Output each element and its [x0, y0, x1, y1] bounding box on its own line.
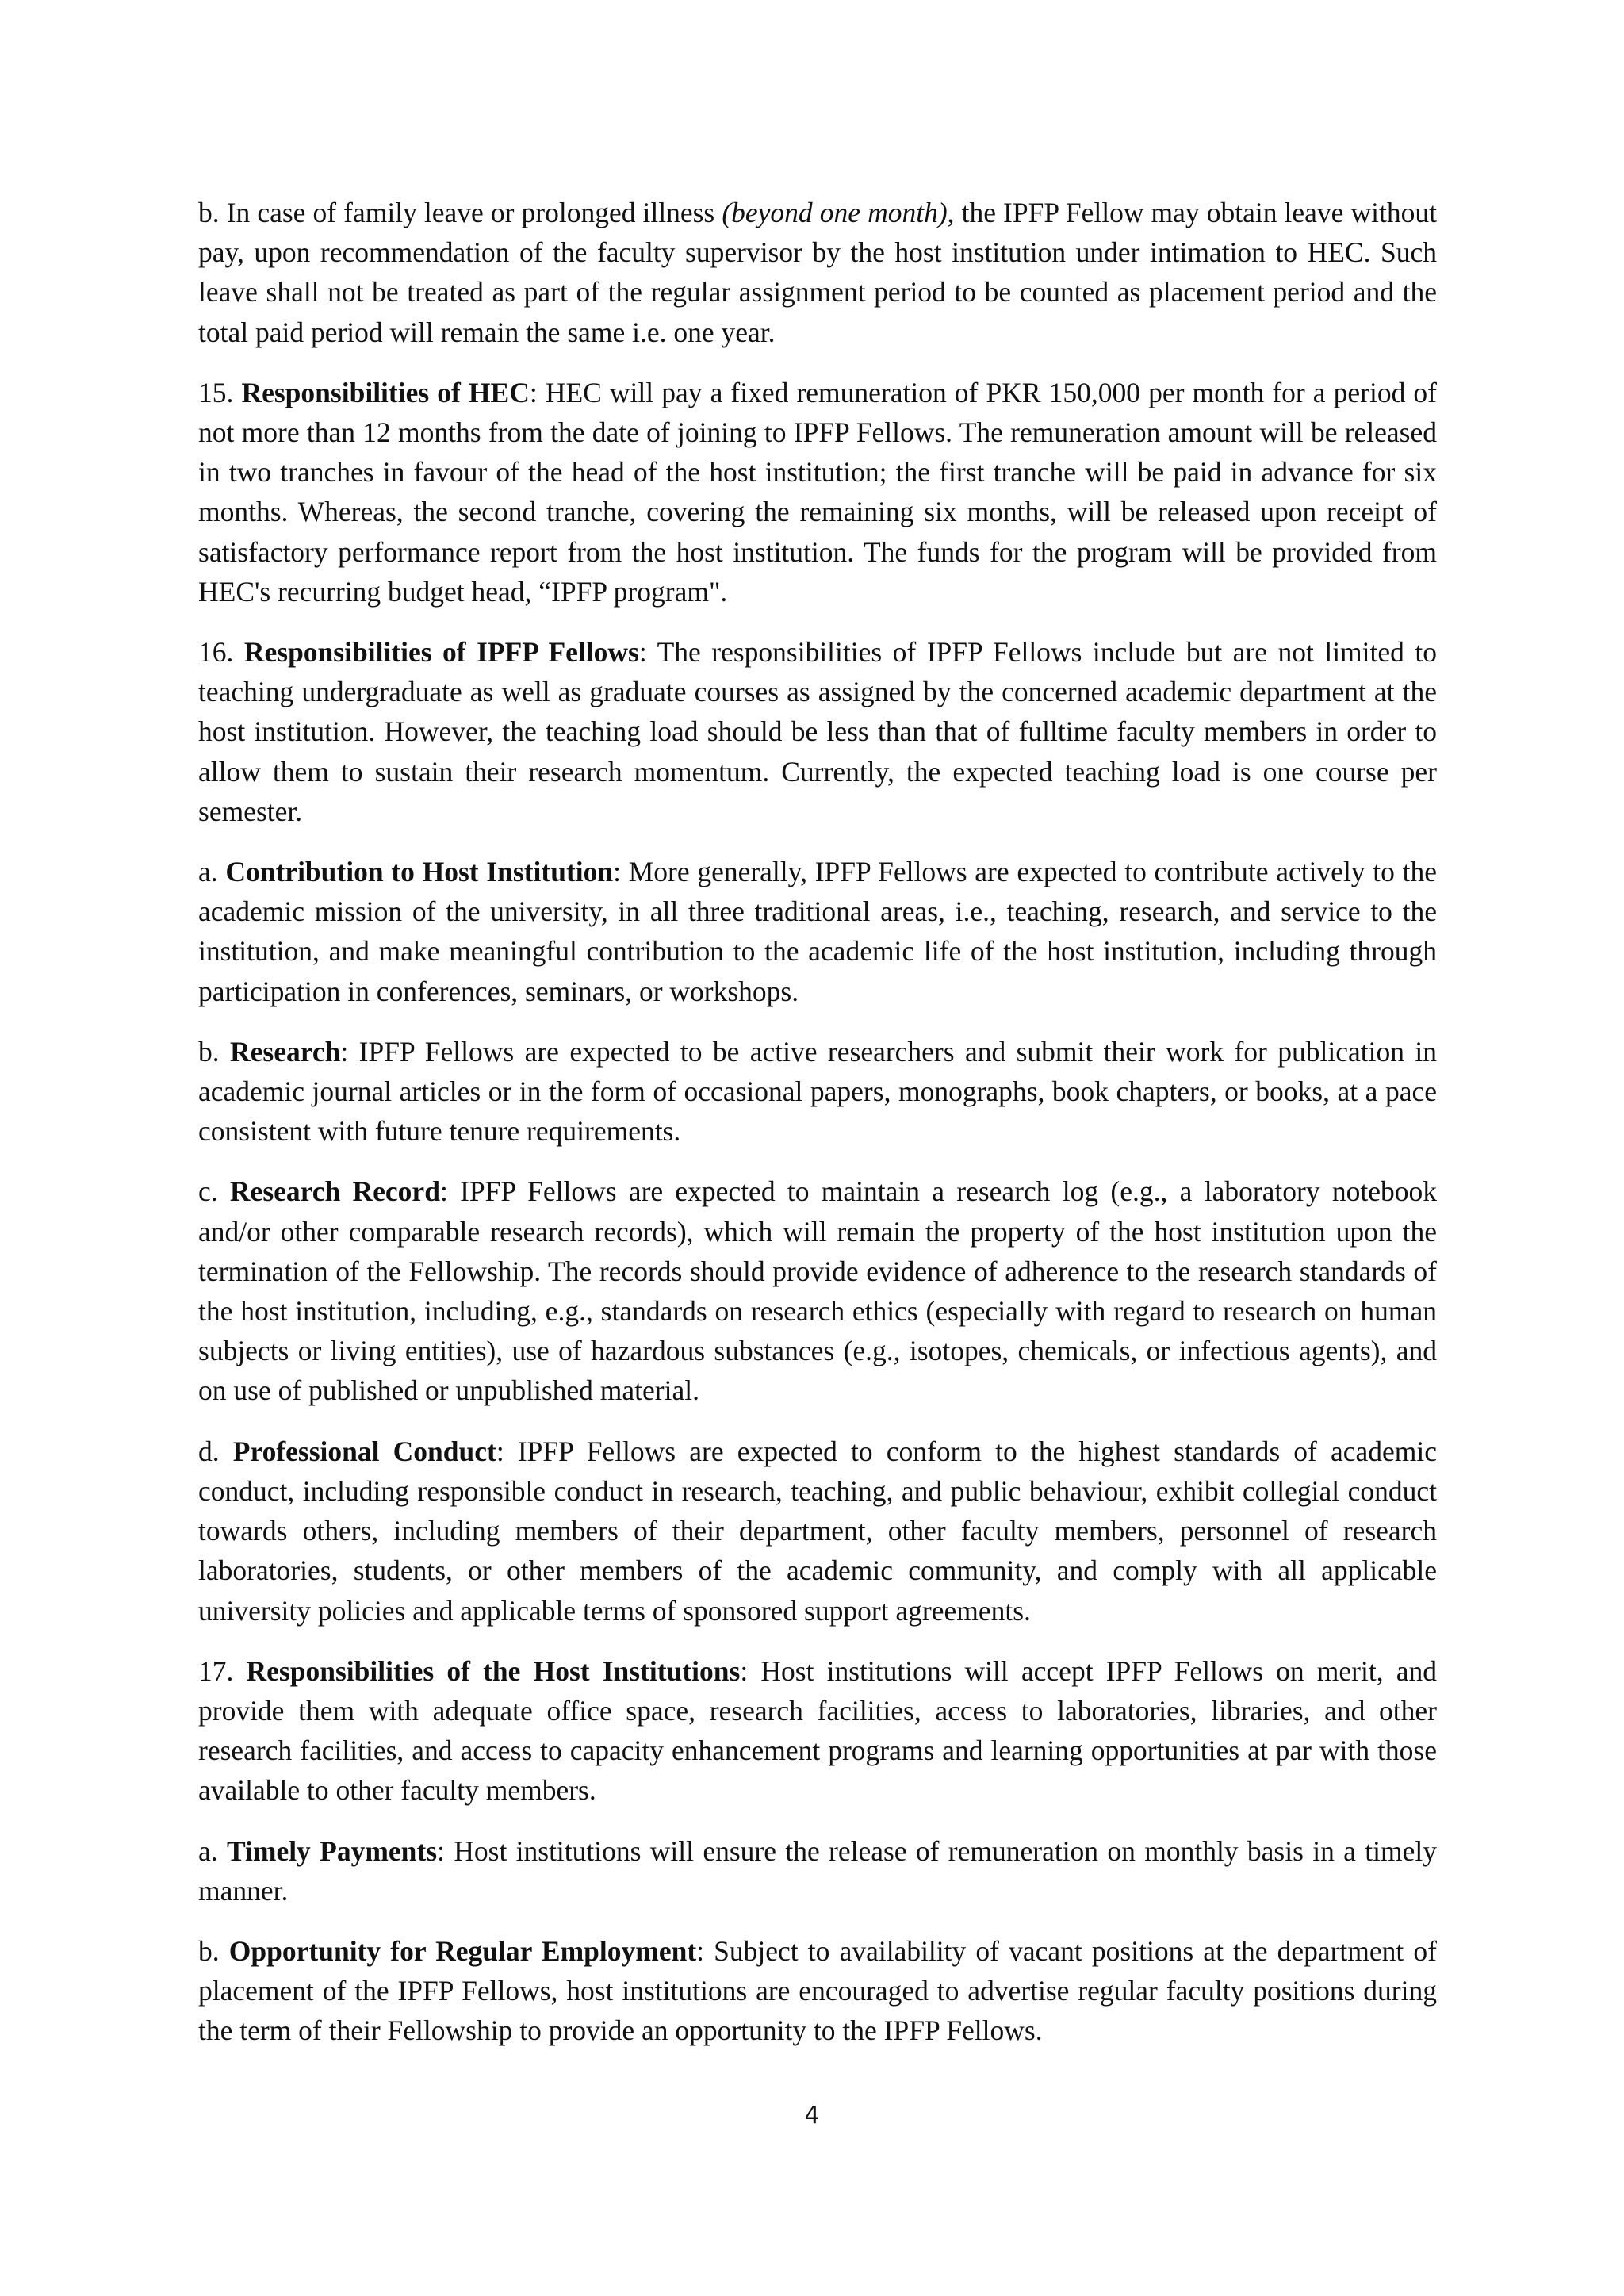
paragraph-text: : IPFP Fellows are expected to be active researchers and submit their work for publication in academic journal articles or in the form of occasional papers, monographs, book chapters, or books, at a pace consistent with future tenure requirements. [198, 1035, 1438, 1148]
paragraph-heading: Professional Conduct [232, 1435, 496, 1467]
paragraph-prefix: b. In case of family leave or prolonged illness [198, 197, 722, 228]
paragraph-heading: Opportunity for Regular Employment [228, 1934, 697, 1967]
paragraph-16d [198, 1432, 1437, 1631]
paragraph-16c [198, 1171, 1437, 1410]
paragraph-heading: Responsibilities of IPFP Fellows [243, 636, 639, 669]
paragraph-17a [198, 1831, 1437, 1911]
paragraph-heading: Responsibilities of the Host Institutions [246, 1654, 741, 1687]
page-number: 4 [804, 2102, 820, 2129]
paragraph-text: : The responsibilities of IPFP Fellows include but are not limited to teaching undergraduate as well as graduate courses as assigned by the concerned academic department at the host institution. However, the teaching load should be less than that of fulltime faculty members in order to allow them to sustain their research momentum. Currently, the expected teaching load is one course per semester. [198, 636, 1437, 827]
paragraph-17b [198, 1931, 1437, 2051]
paragraph-italic-note: (beyond one month) [722, 197, 948, 228]
paragraph-text: : IPFP Fellows are expected to maintain a research log (e.g., a laboratory notebook and/or other comparable research records), which will remain the property of the host institution upon the termination of the Fellowship. The records should provide evidence of adherence to the research standards of the host institution, including, e.g., standards on research ethics (especially with regard to research on human subjects or living entities), use of hazardous substances (e.g., isotopes, chemicals, or infectious agents), and on use of published or unpublished material. [198, 1175, 1437, 1407]
paragraph-letter: b. [198, 1934, 229, 1967]
paragraph-text: : HEC will pay a fixed remuneration of PKR 150,000 per month for a period of not more than 12 months from the date of joining to IPFP Fellows. The remuneration amount will be released in two tranches in favour of the head of the host institution; the first tranche will be paid in advance for six months. Whereas, the second tranche, covering the remaining six months, will be released upon receipt of satisfactory performance report from the host institution. The funds for the program will be provided from HEC's recurring budget head, “IPFP program". [198, 376, 1437, 608]
paragraph-heading: Responsibilities of HEC [241, 376, 530, 408]
paragraph-number: 15. [198, 376, 242, 408]
paragraph-number: 16. [198, 636, 244, 669]
paragraph-text: : Host institutions will accept IPFP Fellows on merit, and provide them with adequate office space, research facilities, access to laboratories, libraries, and other research facilities, and access to capacity enhancement programs and learning opportunities at par with those available to other faculty members. [198, 1654, 1437, 1807]
paragraph-heading: Research Record [229, 1175, 440, 1208]
paragraph-heading: Timely Payments [226, 1834, 438, 1867]
paragraph-text: : IPFP Fellows are expected to conform to the highest standards of academic conduct, including responsible conduct in research, teaching, and public behaviour, exhibit collegial conduct towards others, including members of their department, other faculty members, personnel of research laboratories, students, or other members of the academic community, and comply with all applicable university policies and applicable terms of sponsored support agreements. [198, 1435, 1437, 1627]
paragraph-14b [198, 193, 1437, 352]
paragraph-letter: b. [198, 1035, 231, 1068]
paragraph-16 [198, 632, 1437, 831]
paragraph-letter: a. [198, 1834, 227, 1867]
paragraph-15 [198, 373, 1437, 611]
paragraph-17 [198, 1651, 1437, 1811]
paragraph-letter: d. [198, 1435, 233, 1467]
paragraph-text: : Subject to availability of vacant positions at the department of placement of the IPFP Fellows, host institutions are encouraged to advertise regular faculty positions during the term of their Fellowship to provide an opportunity to the IPFP Fellows. [198, 1934, 1438, 2047]
paragraph-heading: Research [230, 1035, 341, 1068]
paragraph-number: 17. [198, 1654, 247, 1687]
paragraph-heading: Contribution to Host Institution [225, 856, 614, 888]
paragraph-text: : Host institutions will ensure the release of remuneration on monthly basis in a timely manner. [198, 1834, 1437, 1907]
paragraph-16b [198, 1032, 1437, 1152]
paragraph-letter: a. [198, 856, 226, 888]
paragraph-16a [198, 852, 1437, 1011]
paragraph-text: : More generally, IPFP Fellows are expected to contribute actively to the academic mission of the university, in all three traditional areas, i.e., teaching, research, and service to the institution, and make meaningful contribution to the academic life of the host institution, including through participation in conferences, seminars, or workshops. [198, 856, 1437, 1007]
paragraph-letter: c. [198, 1175, 230, 1208]
document-body [198, 193, 1437, 2072]
paragraph-text: , the IPFP Fellow may obtain leave without pay, upon recommendation of the faculty supervisor by the host institution under intimation to HEC. Such leave shall not be treated as part of the regular assignment period to be counted as placement period and the total paid period will remain the same i.e. one year. [198, 197, 1437, 348]
